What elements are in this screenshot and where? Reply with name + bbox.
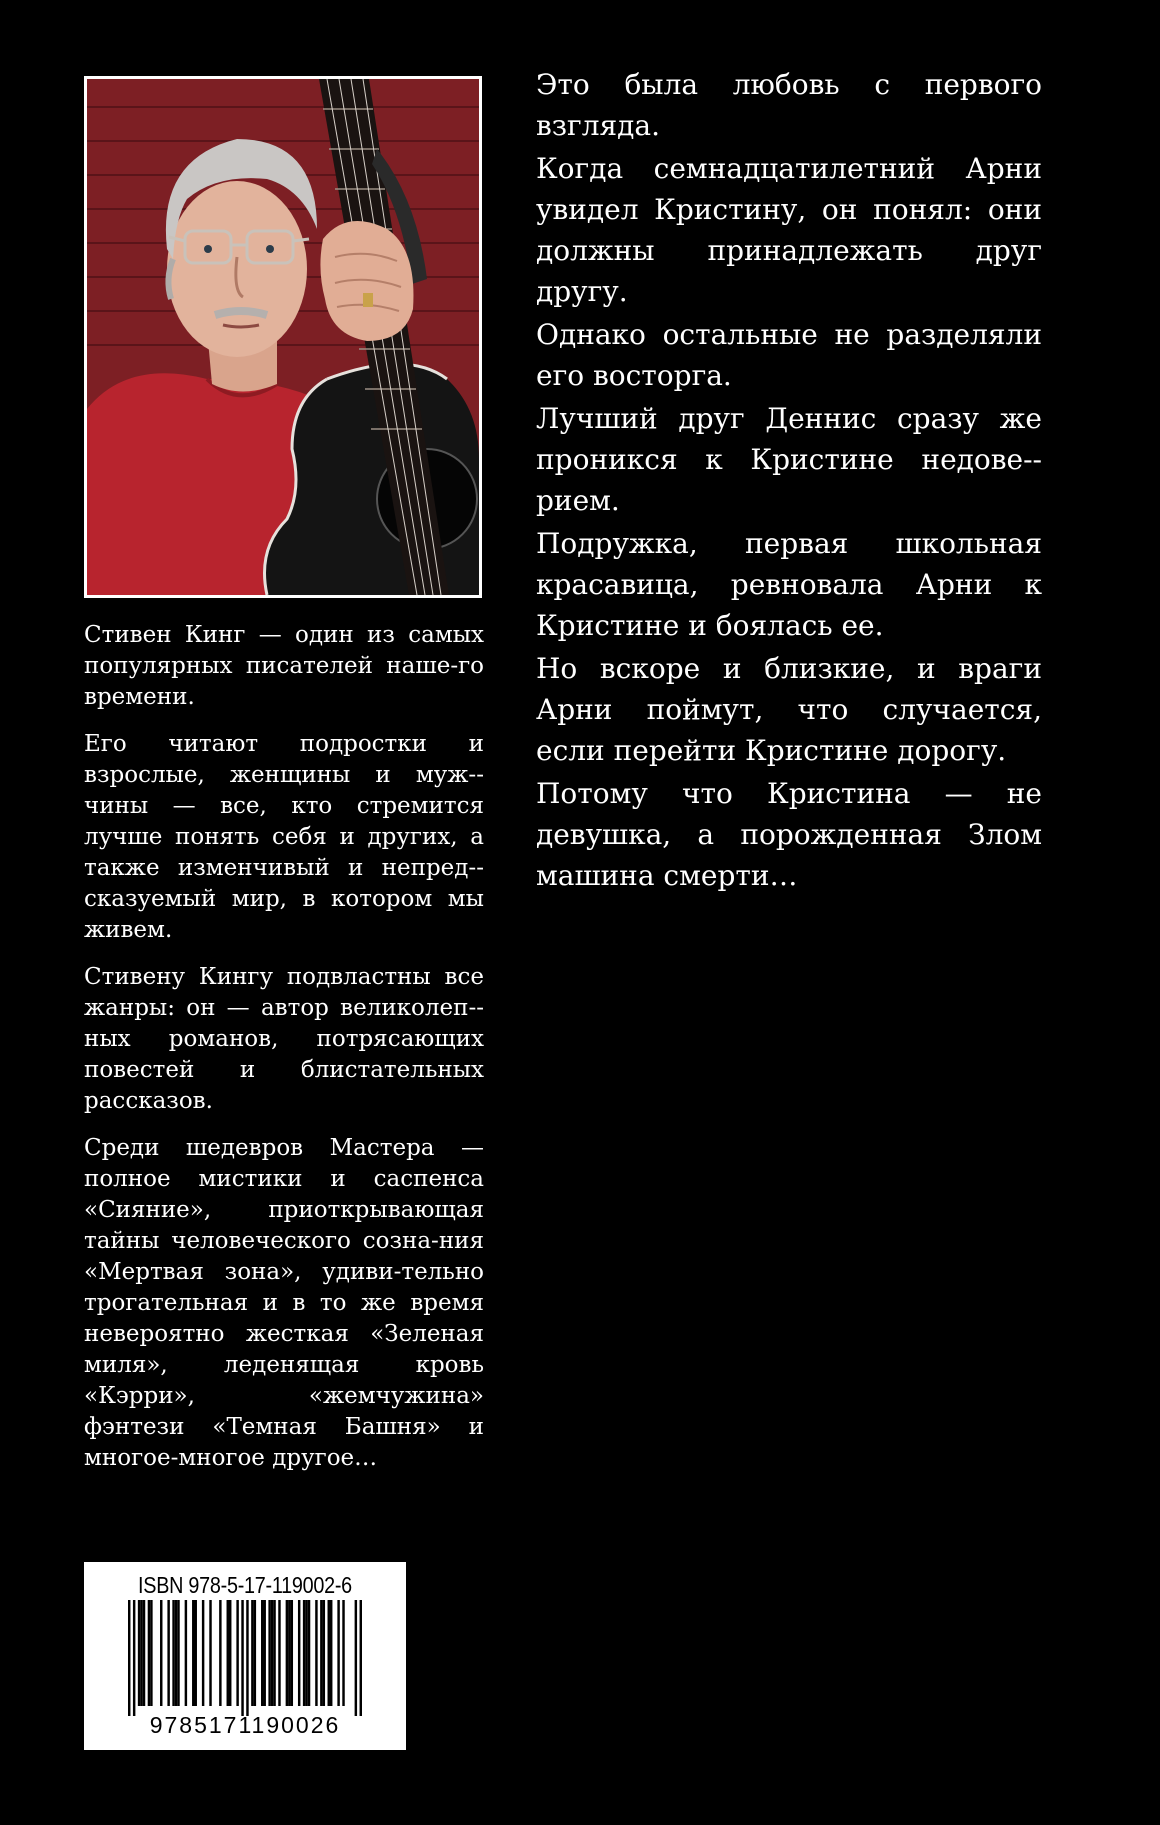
author-bio-paragraph: Его читают подростки и взрослые, женщины и муж-чины — все, кто стремится лучше понять себя и других, а также изменчивый и непред-сказуемый мир, в котором мы живем.: [84, 731, 484, 943]
barcode-bar: [315, 1600, 317, 1706]
barcode-bar: [175, 1600, 177, 1706]
blurb-paragraph: Лучший друг Деннис сразу же проникся к Кристине недове-рием.: [536, 402, 1042, 517]
barcode-bar: [150, 1600, 152, 1706]
barcode-bar: [286, 1600, 288, 1706]
barcode-bar: [303, 1600, 305, 1706]
blurb-paragraph: Однако остальные не разделяли его восторга.: [536, 318, 1042, 392]
barcode-bar: [330, 1600, 332, 1706]
barcode-bar: [229, 1600, 231, 1706]
barcode-bars: [128, 1600, 362, 1716]
barcode-bar: [271, 1600, 273, 1706]
barcode-bar: [305, 1600, 307, 1706]
barcode-bar: [291, 1600, 293, 1706]
isbn-label: ISBN 978-5-17-119002-6: [138, 1572, 352, 1598]
barcode-bar: [138, 1600, 140, 1706]
barcode-bar: [342, 1600, 344, 1706]
blurb-paragraph: Подружка, первая школьная красавица, ревновала Арни к Кристине и боялась ее.: [536, 527, 1042, 642]
barcode-bar: [246, 1600, 248, 1716]
blurb-paragraph: Но вскоре и близкие, и враги Арни поймут, что случается, если перейти Кристине дорогу.: [536, 652, 1042, 767]
barcode-bar: [268, 1600, 270, 1706]
barcode-bar: [227, 1600, 229, 1706]
barcode-bar: [308, 1600, 310, 1706]
barcode-bar: [251, 1600, 253, 1706]
barcode-bar: [160, 1600, 162, 1706]
barcode-bar: [263, 1600, 265, 1706]
blurb-paragraph: Потому что Кристина — не девушка, а порожденная Злом машина смерти…: [536, 777, 1042, 892]
blurb-paragraph: Когда семнадцатилетний Арни увидел Кристину, он понял: они должны принадлежать друг другу.: [536, 152, 1042, 308]
barcode-bar: [167, 1600, 169, 1706]
barcode-bar: [328, 1600, 330, 1706]
barcode-bar: [355, 1600, 357, 1716]
barcode-bar: [337, 1600, 339, 1706]
barcode-bar: [273, 1600, 275, 1706]
author-bio-paragraph: Стивену Кингу подвластны все жанры: он — автор великолеп-ных романов, потрясающих повестей и блистательных рассказов.: [84, 964, 484, 1114]
barcode-bar: [172, 1600, 174, 1706]
barcode-bar: [128, 1600, 130, 1716]
barcode-bar: [177, 1600, 179, 1706]
barcode-bar: [254, 1600, 256, 1706]
barcode-bar: [195, 1600, 197, 1706]
barcode-bar: [261, 1600, 263, 1706]
barcode-bar: [236, 1600, 238, 1706]
barcode-bar: [320, 1600, 322, 1706]
author-bio-paragraph: Стивен Кинг — один из самых популярных писателей наше-го времени.: [84, 622, 484, 710]
barcode-bar: [209, 1600, 211, 1706]
blurb-paragraph: Это была любовь с первого взгляда.: [536, 68, 1042, 142]
barcode-bar: [241, 1600, 243, 1716]
barcode-bar: [278, 1600, 280, 1706]
barcode-bar: [185, 1600, 187, 1706]
barcode-bar: [219, 1600, 221, 1706]
barcode-bar: [202, 1600, 204, 1706]
isbn-barcode: [84, 1562, 406, 1750]
barcode-bar: [298, 1600, 300, 1706]
barcode-bar: [192, 1600, 194, 1706]
barcode-bar: [148, 1600, 150, 1706]
barcode-bar: [288, 1600, 290, 1706]
author-bio-paragraph: Среди шедевров Мастера — полное мистики и саспенса «Сияние», приоткрывающая тайны человеческого созна-ния «Мертвая зона», удиви-тельно трогательная и в то же время невероятно жесткая «Зеленая миля», леденящая кровь «Кэрри», «жемчужина» фэнтези «Темная Башня» и многое-многое другое…: [84, 1135, 484, 1471]
barcode-bar: [140, 1600, 142, 1706]
ean-digits: 9785171190026: [149, 1712, 341, 1738]
book-blurb: [536, 64, 1042, 898]
barcode-bar: [323, 1600, 325, 1706]
barcode-bar: [133, 1600, 135, 1716]
barcode-bar: [360, 1600, 362, 1716]
author-photo: [84, 76, 482, 598]
barcode-bar: [143, 1600, 145, 1706]
author-bio: [84, 620, 484, 1490]
